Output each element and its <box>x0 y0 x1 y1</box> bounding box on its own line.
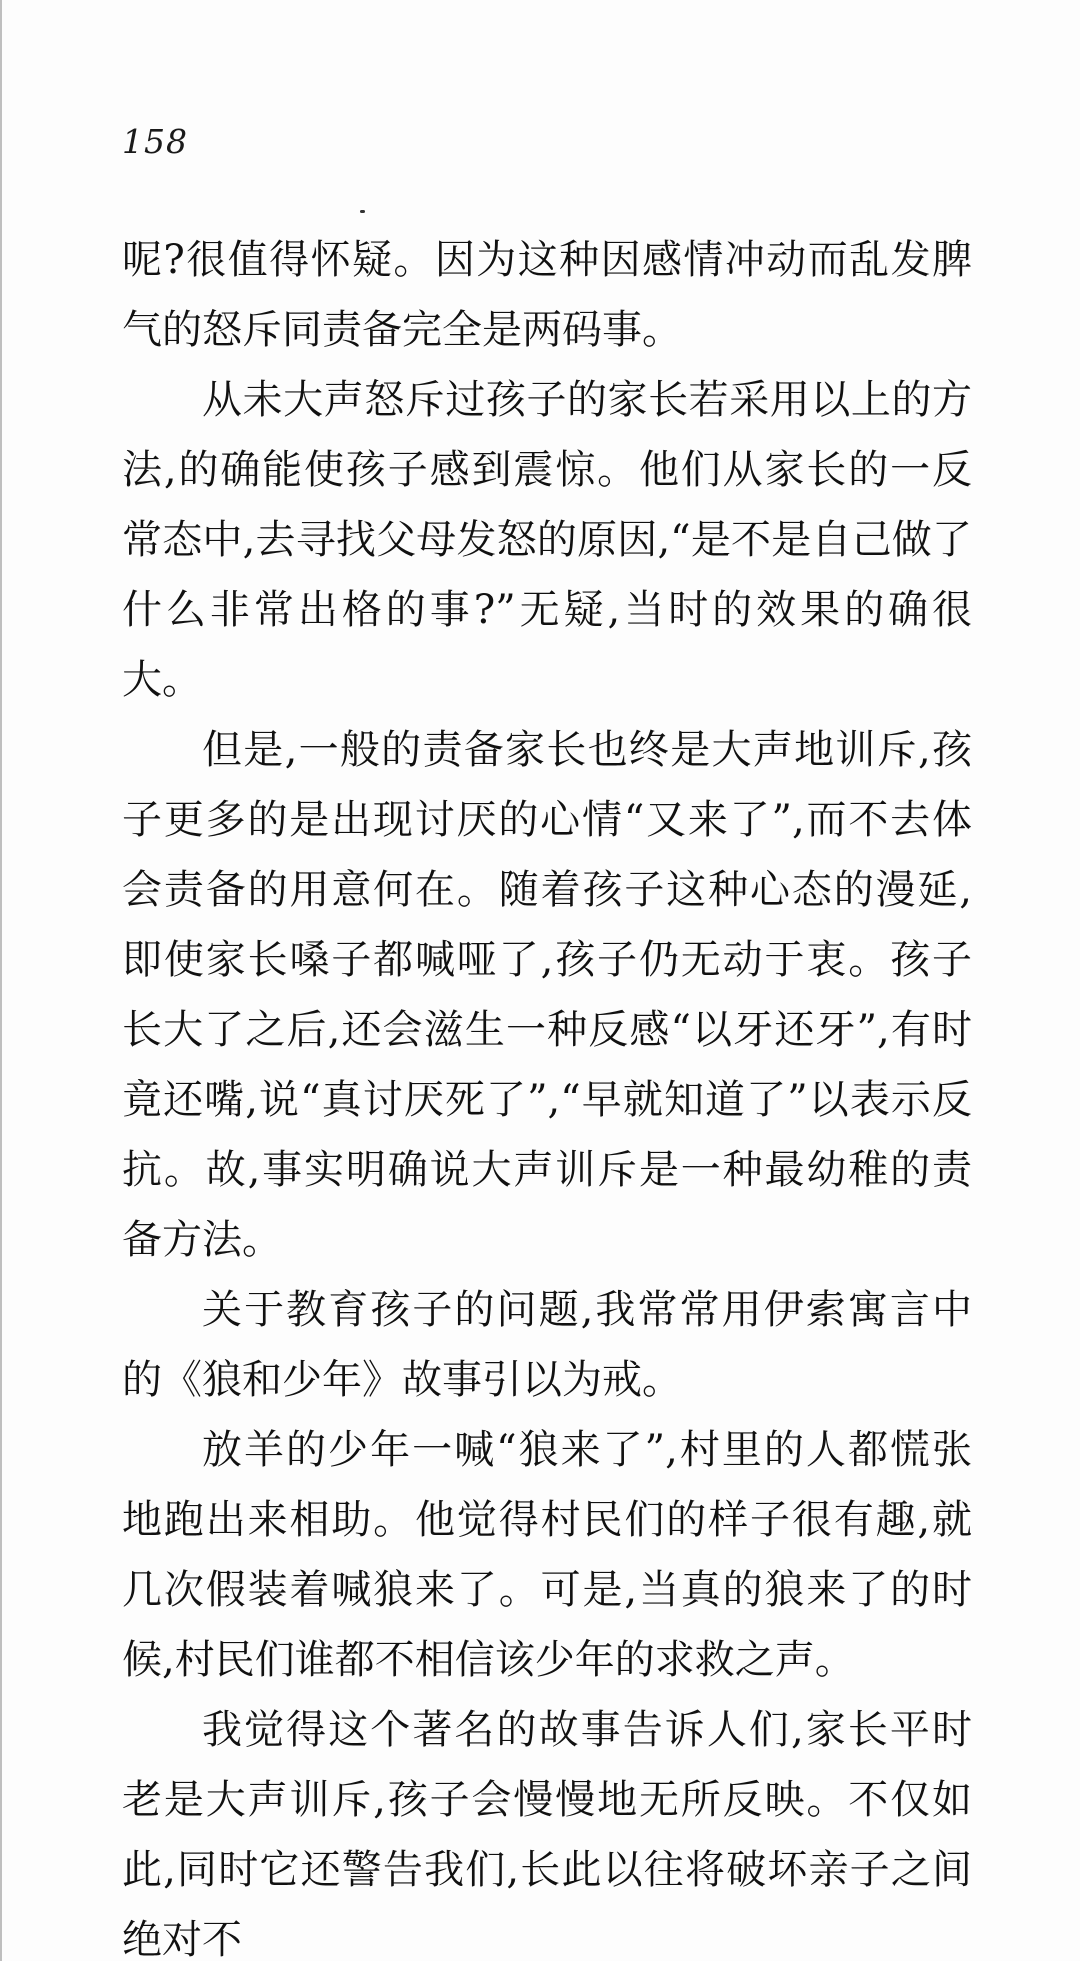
paragraph-2: 从未大声怒斥过孩子的家长若采用以上的方法,的确能使孩子感到震惊。他们从家长的一反常态中,去寻找父母发怒的原因,“是不是自己做了什么非常出格的事?”无疑,当时的效果的确很大。 <box>122 377 972 703</box>
paragraph-5: 放羊的少年一喊“狼来了”,村里的人都慌张地跑出来相助。他觉得村民们的样子很有趣,就几次假装着喊狼来了。可是,当真的狼来了的时候,村民们谁都不相信该少年的求救之声。 <box>122 1427 972 1683</box>
paragraph-4: 关于教育孩子的问题,我常常用伊索寓言中的《狼和少年》故事引以为戒。 <box>122 1287 972 1403</box>
body-text <box>122 225 972 1975</box>
page-number: 158 <box>122 122 188 161</box>
print-speck <box>360 210 365 213</box>
paragraph-1: 呢?很值得怀疑。因为这种因感情冲动而乱发脾气的怒斥同责备完全是两码事。 <box>122 237 972 353</box>
paragraph-3: 但是,一般的责备家长也终是大声地训斥,孩子更多的是出现讨厌的心情“又来了”,而不去体会责备的用意何在。随着孩子这种心态的漫延,即使家长嗓子都喊哑了,孩子仍无动于衷。孩子长大了之后,还会滋生一种反感“以牙还牙”,有时竟还嘴,说“真讨厌死了”,“早就知道了”以表示反抗。故,事实明确说大声训斥是一种最幼稚的责备方法。 <box>122 727 972 1263</box>
paragraph-6: 我觉得这个著名的故事告诉人们,家长平时老是大声训斥,孩子会慢慢地无所反映。不仅如此,同时它还警告我们,长此以往将破坏亲子之间绝对不 <box>122 1707 972 1963</box>
